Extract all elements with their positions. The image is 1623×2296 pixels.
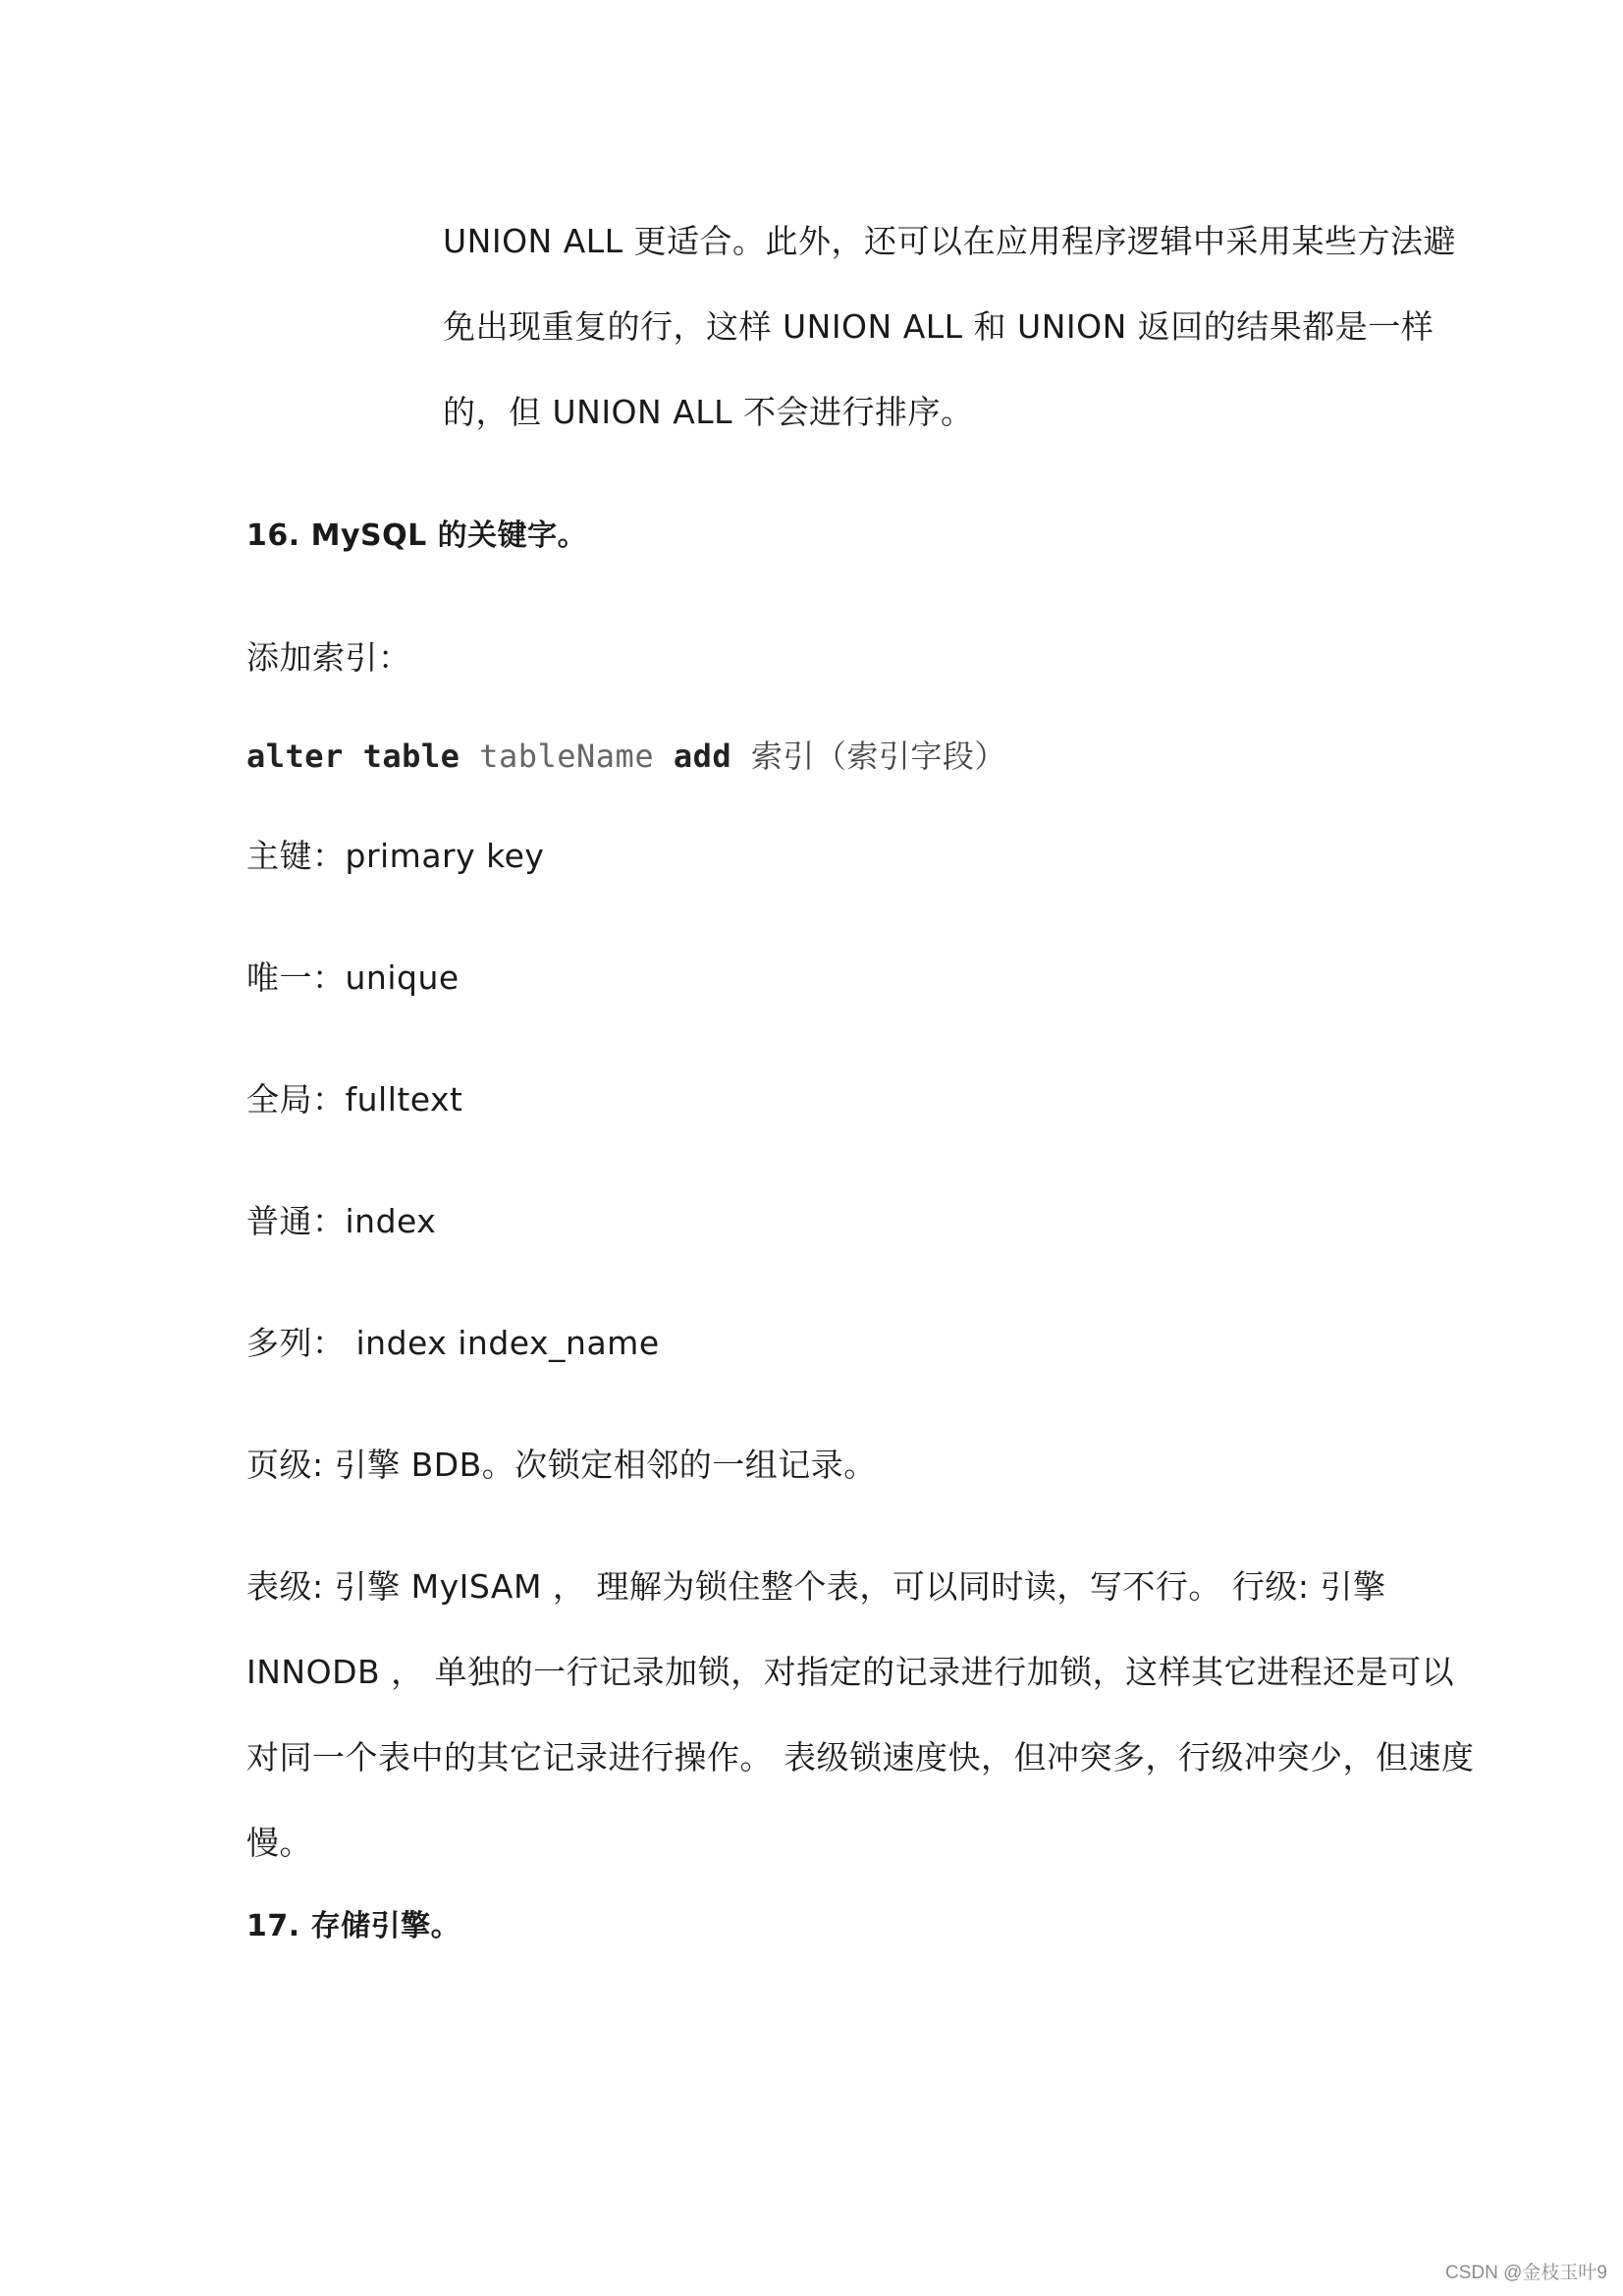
intro-line-2: 免出现重复的行，这样 UNION ALL 和 UNION 返回的结果都是一样 xyxy=(443,307,1434,346)
code-keyword-alter: alter xyxy=(246,738,344,775)
alter-table-code xyxy=(246,737,1006,776)
item-unique: 唯一：unique xyxy=(246,958,460,997)
code-comment-zh: 索引（索引字段） xyxy=(750,738,1006,775)
code-keyword-table: table xyxy=(362,738,460,775)
csdn-watermark: CSDN @金枝玉叶9 xyxy=(1445,2263,1607,2283)
item-fulltext: 全局：fulltext xyxy=(246,1080,463,1119)
item-multi-column: 多列： index index_name xyxy=(246,1324,660,1362)
section-17-heading: 17. 存储引擎。 xyxy=(246,1909,461,1943)
item-page-level: 页级: 引擎 BDB。次锁定相邻的一组记录。 xyxy=(246,1446,877,1484)
table-level-line-1: 表级: 引擎 MyISAM ， 理解为锁住整个表，可以同时读，写不行。 行级: 引擎 xyxy=(246,1567,1386,1606)
intro-line-3: 的，但 UNION ALL 不会进行排序。 xyxy=(443,393,974,431)
add-index-label: 添加索引： xyxy=(246,638,411,677)
intro-line-1: UNION ALL 更适合。此外，还可以在应用程序逻辑中采用某些方法避 xyxy=(443,222,1457,260)
item-primary-key: 主键：primary key xyxy=(246,837,545,875)
table-level-line-4: 慢。 xyxy=(246,1824,312,1862)
item-index: 普通：index xyxy=(246,1202,437,1240)
table-level-line-3: 对同一个表中的其它记录进行操作。 表级锁速度快，但冲突多，行级冲突少，但速度 xyxy=(246,1738,1475,1777)
table-level-line-2: INNODB ， 单独的一行记录加锁，对指定的记录进行加锁，这样其它进程还是可以 xyxy=(246,1653,1455,1691)
section-16-heading: 16. MySQL 的关键字。 xyxy=(246,519,588,553)
code-keyword-add: add xyxy=(673,738,732,775)
code-identifier: tableName xyxy=(479,738,655,775)
